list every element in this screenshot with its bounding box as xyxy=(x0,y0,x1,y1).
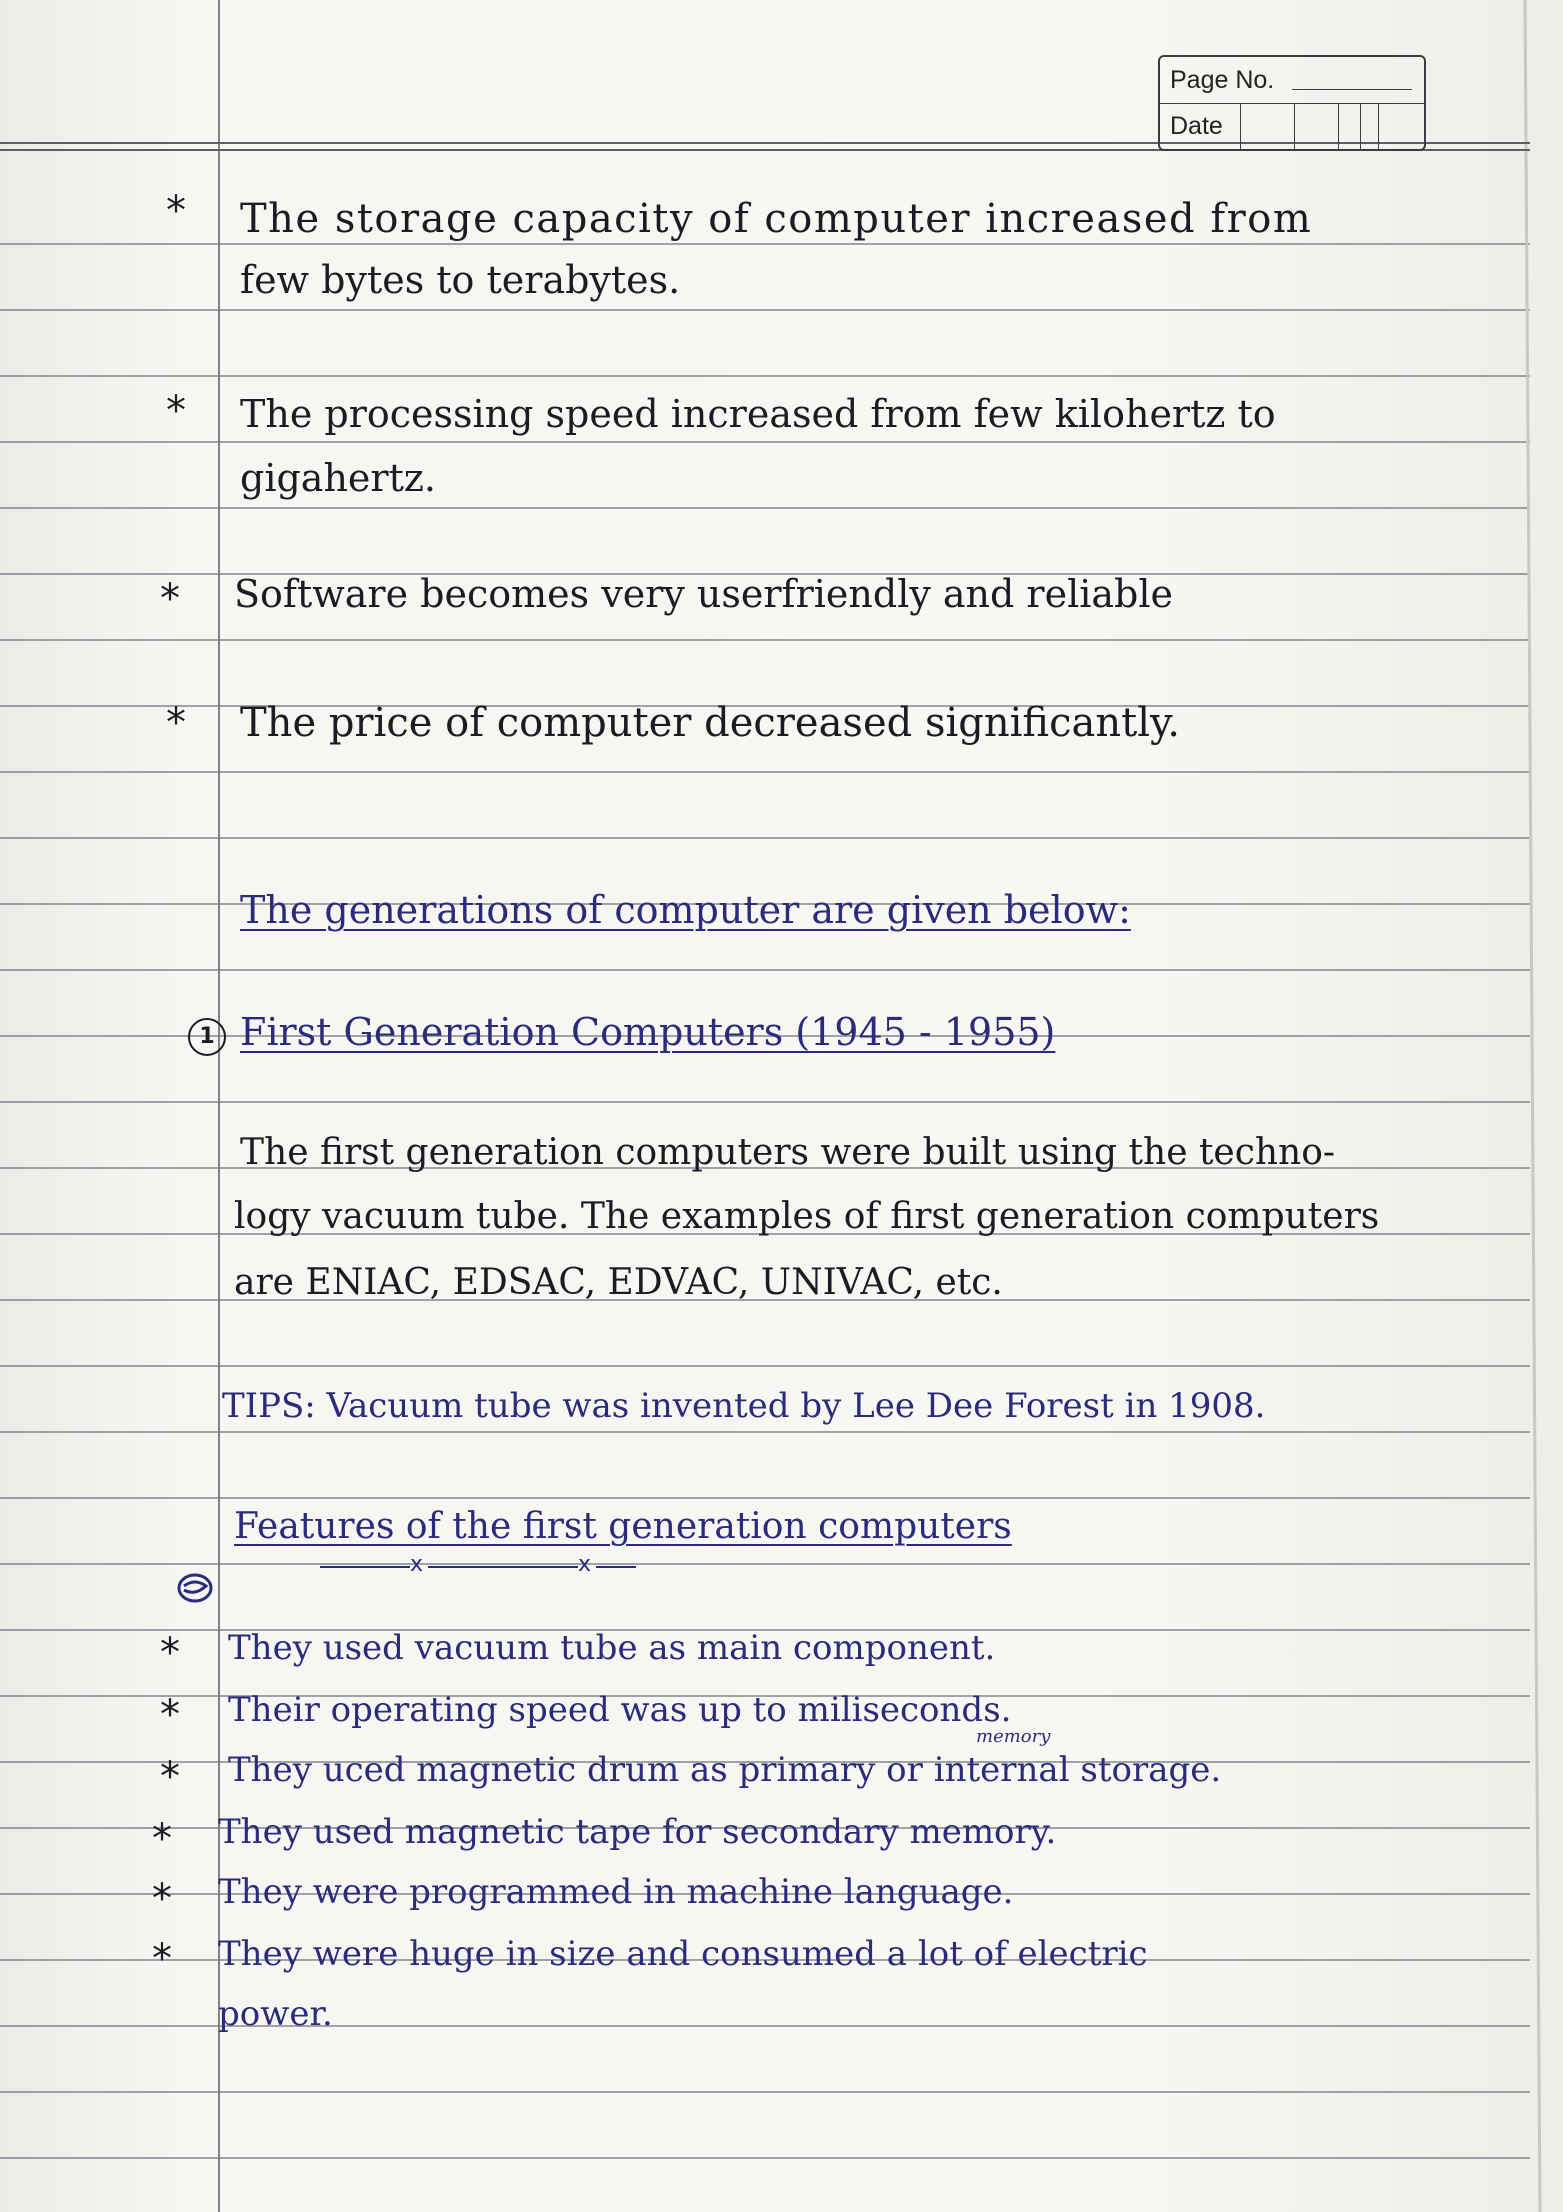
first-gen-para-line: are ENIAC, EDSAC, EDVAC, UNIVAC, etc. xyxy=(234,1262,1003,1303)
feature-item: They were huge in size and consumed a lot of electric xyxy=(218,1934,1148,1974)
bullet-star: * xyxy=(152,1876,172,1922)
bullet-star: * xyxy=(166,188,186,234)
divider-line xyxy=(596,1566,636,1568)
intro-line: The storage capacity of computer increased from xyxy=(240,196,1313,242)
first-gen-para-line: The first generation computers were built using the techno- xyxy=(240,1132,1336,1173)
divider-line xyxy=(428,1566,578,1568)
intro-line: The price of computer decreased significantly. xyxy=(240,700,1180,746)
tip-line: TIPS: Vacuum tube was invented by Lee Dee Forest in 1908. xyxy=(222,1386,1266,1426)
bullet-star: * xyxy=(152,1936,172,1982)
scribble-mark xyxy=(176,1572,214,1604)
bullet-star: * xyxy=(160,576,180,622)
intro-line: The processing speed increased from few kilohertz to xyxy=(240,392,1276,436)
bullet-star: * xyxy=(160,1754,180,1800)
divider-x: x xyxy=(578,1552,592,1577)
section-number: 1 xyxy=(188,1018,226,1056)
divider-line xyxy=(320,1566,410,1568)
intro-line: few bytes to terabytes. xyxy=(240,258,681,302)
date-label: Date xyxy=(1170,112,1223,140)
bullet-star: * xyxy=(152,1816,172,1862)
bullet-star: * xyxy=(166,388,186,434)
feature-item: They used magnetic tape for secondary memory. xyxy=(218,1812,1057,1852)
first-gen-para-line: logy vacuum tube. The examples of first generation computers xyxy=(234,1196,1380,1237)
intro-line: Software becomes very userfriendly and reliable xyxy=(234,572,1174,616)
feature-item: They uced magnetic drum as primary or internal storage. xyxy=(228,1750,1222,1790)
first-gen-heading: First Generation Computers (1945 - 1955) xyxy=(240,1010,1056,1054)
page-date-box xyxy=(1158,55,1426,151)
feature-item: power. xyxy=(218,1994,333,2034)
bullet-star: * xyxy=(160,1630,180,1676)
feature-item: They were programmed in machine language. xyxy=(218,1872,1014,1912)
bullet-star: * xyxy=(160,1692,180,1738)
intro-line: gigahertz. xyxy=(240,456,436,500)
divider-x: x xyxy=(410,1552,424,1577)
feature-item: They used vacuum tube as main component. xyxy=(228,1628,996,1668)
page-no-label: Page No. xyxy=(1170,66,1275,94)
feature-item: Their operating speed was up to miliseconds. xyxy=(228,1690,1012,1730)
generations-heading: The generations of computer are given below: xyxy=(240,888,1131,932)
features-heading: Features of the first generation computers xyxy=(234,1506,1012,1547)
memory-note: memory xyxy=(976,1726,1051,1747)
bullet-star: * xyxy=(166,700,186,746)
